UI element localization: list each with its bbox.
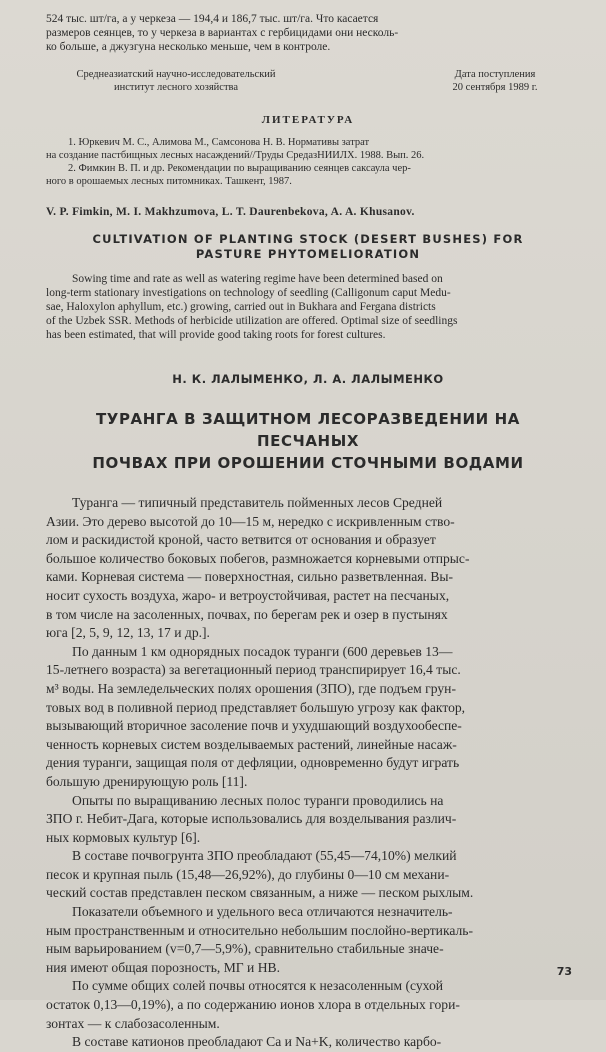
paragraph-line: ченность корневых систем возделываемых растений, линейные насаж- xyxy=(46,736,457,752)
paragraph-line: ным варьированием (v=0,7—5,9%), сравнительно стабильные значе- xyxy=(46,941,444,957)
institution-block xyxy=(46,68,570,94)
received-date-value: 20 сентября 1989 г. xyxy=(452,82,538,93)
paragraph-line: ческий состав представлен песком связанным, а ниже — песком рыхлым. xyxy=(46,885,474,901)
paragraph-line: лом и раскидистой кроной, часто ветвится от основания и образует xyxy=(46,532,436,548)
institution-name-line: Среднеазиатский научно-исследовательский xyxy=(76,69,276,80)
english-title xyxy=(46,232,570,262)
paragraph-line: ЗПО г. Небит-Дага, которые использовались для возделывания различ- xyxy=(46,811,457,827)
abstract-line: has been estimated, that will provide good taking roots for forest cultures. xyxy=(46,329,386,341)
abstract-line: long-term stationary investigations on technology of seedling (Calligonum caput Medu- xyxy=(46,287,451,299)
paragraph-line: песок и крупная пыль (15,48—26,92%), до глубины 0—10 см механи- xyxy=(46,866,450,882)
paragraph-first-line: Опыты по выращиванию лесных полос туранги проводились на xyxy=(72,792,444,808)
previous-article-ending xyxy=(46,12,570,54)
article-authors: Н. К. ЛАЛЫМЕНКО, Л. А. ЛАЛЫМЕНКО xyxy=(172,372,444,386)
text-line: 524 тыс. шт/га, а у черкеза — 194,4 и 186,7 тыс. шт/га. Что касается xyxy=(46,13,379,25)
paragraph-first-line: По данным 1 км однорядных посадок туранги (600 деревьев 13— xyxy=(72,643,453,659)
paragraph-line: ния имеют общая порозность, МГ и НВ. xyxy=(46,959,281,975)
article-title-line: ТУРАНГА В ЗАЩИТНОМ ЛЕСОРАЗВЕДЕНИИ НА ПЕСЧАНЫХ xyxy=(95,410,521,450)
english-abstract xyxy=(46,272,570,342)
reference-item: 2. Фимкин В. П. и др. Рекомендации по выращиванию сеянцев саксаула чер- xyxy=(68,163,411,174)
paragraph-first-line: В составе катионов преобладают Ca и Na+K, количество карбо- xyxy=(72,1034,442,1050)
abstract-line: of the Uzbek SSR. Methods of herbicide utilization are offered. Optimal size of seedlings xyxy=(46,315,458,327)
text-line: ко больше, а джузгуна несколько меньше, чем в контроле. xyxy=(46,41,331,53)
paragraph-line: вызывающий вторичное засоление почв и ухудшающий воздухообеспе- xyxy=(46,718,462,734)
paragraph-line: большую дренирующую роль [11]. xyxy=(46,773,248,789)
abstract-line: Sowing time and rate as well as watering regime have been determined based on xyxy=(72,273,443,285)
reference-item-continued: ного в орошаемых лесных питомниках. Ташкент, 1987. xyxy=(46,176,292,187)
paragraph-line: носит сухость воздуха, жаро- и ветроустойчивая, растет на песчаных, xyxy=(46,587,450,603)
paragraph-line: 15-летнего возраста) за вегетационный период транспирирует 16,4 тыс. xyxy=(46,662,461,678)
paragraph-line: товых вод в поливной период представляет большую угрозу как фактор, xyxy=(46,699,466,715)
paragraph-line: юга [2, 5, 9, 12, 13, 17 и др.]. xyxy=(46,625,210,641)
page-number: 73 xyxy=(556,965,572,978)
paragraph-line: Азии. Это дерево высотой до 10—15 м, нередко с искривленным ство- xyxy=(46,513,455,529)
paragraph-first-line: В составе почвогрунта ЗПО преобладают (55,45—74,10%) мелкий xyxy=(72,848,457,864)
paragraph-line: ным пространственным и относительно небольшим послойно-вертикаль- xyxy=(46,922,474,938)
paragraph-line: в том числе на засоленных, почвах, по берегам рек и озер в пустынях xyxy=(46,606,448,622)
abstract-line: sae, Haloxylon aphyllum, etc.) growing, carried out in Bukhara and Fergana districts xyxy=(46,301,436,313)
text-line: размеров сеянцев, то у черкеза в вариантах с гербицидами они несколь- xyxy=(46,27,399,39)
paragraph-line: большое количество боковых побегов, размножается корневыми отпрыс- xyxy=(46,550,470,566)
article-title xyxy=(46,408,570,474)
paragraph-line: остаток 0,13—0,19%), а по содержанию ионов хлора в отдельных гори- xyxy=(46,997,460,1013)
paragraph-line: ных кормовых культур [6]. xyxy=(46,829,201,845)
english-authors: V. P. Fimkin, M. I. Makhzumova, L. T. Daurenbekova, A. A. Khusanov. xyxy=(46,206,415,218)
english-title-line: CULTIVATION OF PLANTING STOCK (DESERT BUSHES) FOR xyxy=(92,232,524,246)
paragraph-line: ками. Корневая система — поверхностная, сильно разветвленная. Вы- xyxy=(46,569,454,585)
received-date-label: Дата поступления xyxy=(454,69,536,80)
institution-name xyxy=(46,68,306,94)
article-body xyxy=(46,494,570,1052)
paragraph-line: зонтах — к слабозасоленным. xyxy=(46,1015,220,1031)
reference-item-continued: на создание пастбищных лесных насаждений//Труды СредазНИИЛХ. 1988. Вып. 26. xyxy=(46,150,425,161)
institution-name-line: институт лесного хозяйства xyxy=(113,82,239,93)
paragraph-first-line: Туранга — типичный представитель пойменных лесов Средней xyxy=(72,495,443,510)
paragraph-line: м³ воды. На земледельческих полях орошения (ЗПО), где подъем грун- xyxy=(46,680,456,696)
paragraph-line: дения туранги, защищая поля от дефляции, одновременно будут играть xyxy=(46,755,460,771)
paragraph-first-line: По сумме общих солей почвы относятся к незасоленным (сухой xyxy=(72,978,444,994)
article-title-line: ПОЧВАХ ПРИ ОРОШЕНИИ СТОЧНЫМИ ВОДАМИ xyxy=(92,454,524,472)
paragraph-first-line: Показатели объемного и удельного веса отличаются незначитель- xyxy=(72,904,453,920)
reference-item: 1. Юркевич М. С., Алимова М., Самсонова Н. В. Нормативы затрат xyxy=(68,137,370,148)
english-title-line: PASTURE PHYTOMELIORATION xyxy=(195,247,421,261)
literature-heading: ЛИТЕРАТУРА xyxy=(261,114,355,126)
received-date xyxy=(420,68,570,94)
reference-list xyxy=(46,136,570,188)
